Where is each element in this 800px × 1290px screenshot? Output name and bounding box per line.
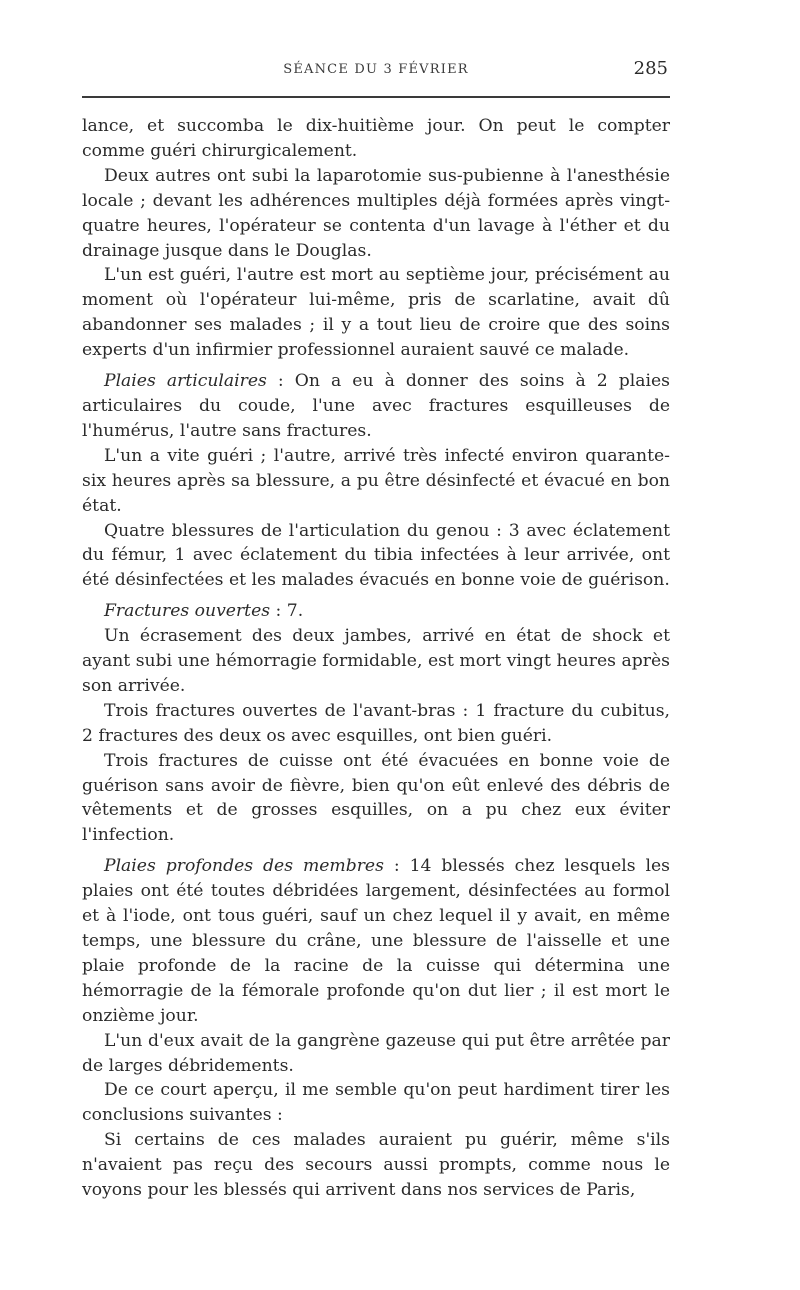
- paragraph: Deux autres ont subi la laparotomie sus-pubienne à l'anesthésie locale ; devant les adhérences multiples déjà formées après vingt-quatre heures, l'opérateur se contenta d'un lavage à l'éther et du drainage jusque dans le Douglas.: [82, 165, 670, 261]
- section-paragraph: Plaies profondes des membres : 14 blessés chez lesquels les plaies ont été toutes débridées largement, désinfectées au formol et à l'iode, ont tous guéri, sauf un chez lequel il y avait, en même temps, une blessure du crâne, une blessure de l'aisselle et une plaie profonde de la racine de la cuisse qui détermina une hémorragie de la fémorale profonde qu'on dut lier ; il est mort le onzième jour.: [82, 856, 670, 1026]
- paragraph: Si certains de ces malades auraient pu guérir, même s'ils n'avaient pas reçu des secours aussi prompts, comme nous le voyons pour les blessés qui arrivent dans nos services de Paris,: [82, 1130, 670, 1201]
- paragraph: Trois fractures ouvertes de l'avant-bras : 1 fracture du cubitus, 2 fractures des deux os avec esquilles, ont bien guéri.: [82, 700, 670, 746]
- paragraph: Trois fractures de cuisse ont été évacuées en bonne voie de guérison sans avoir de fièvre, bien qu'on eût enlevé des débris de vêtements et de grosses esquilles, on a pu chez eux éviter l'infection.: [82, 750, 670, 846]
- book-page: [82, 54, 670, 1203]
- section-paragraph: Fractures ouvertes : 7.: [104, 601, 304, 622]
- section-heading: Plaies profondes des membres: [104, 856, 384, 877]
- section-paragraph: Plaies articulaires : On a eu à donner des soins à 2 plaies articulaires du coude, l'une avec fractures esquilleuses de l'humérus, l'autre sans fractures.: [82, 371, 670, 441]
- header-rule: [82, 96, 670, 98]
- paragraph: lance, et succomba le dix-huitième jour. On peut le compter comme guéri chirurgicalement.: [82, 116, 670, 161]
- paragraph: L'un a vite guéri ; l'autre, arrivé très infecté environ quarante-six heures après sa blessure, a pu être désinfecté et évacué en bon état.: [82, 445, 670, 516]
- paragraph: De ce court aperçu, il me semble qu'on peut hardiment tirer les conclusions suivantes :: [82, 1080, 670, 1126]
- paragraph: L'un est guéri, l'autre est mort au septième jour, précisément au moment où l'opérateur lui-même, pris de scarlatine, avait dû abandonner ses malades ; il y a tout lieu de croire que des soins experts d'un infirmier professionnel auraient sauvé ce malade.: [82, 265, 670, 361]
- section-heading: Plaies articulaires: [104, 371, 267, 392]
- paragraph: L'un d'eux avait de la gangrène gazeuse qui put être arrêtée par de larges débridements.: [82, 1030, 670, 1076]
- body-text: [82, 114, 670, 1203]
- page-number: 285: [633, 58, 668, 79]
- running-head: [82, 54, 670, 82]
- running-title: SÉANCE DU 3 FÉVRIER: [283, 62, 469, 77]
- section-heading: Fractures ouvertes: [104, 601, 271, 622]
- paragraph: Quatre blessures de l'articulation du genou : 3 avec éclatement du fémur, 1 avec éclatement du tibia infectées à leur arrivée, ont été désinfectées et les malades évacués en bonne voie de guérison.: [82, 520, 670, 591]
- paragraph: Un écrasement des deux jambes, arrivé en état de shock et ayant subi une hémorragie formidable, est mort vingt heures après son arrivée.: [82, 626, 670, 696]
